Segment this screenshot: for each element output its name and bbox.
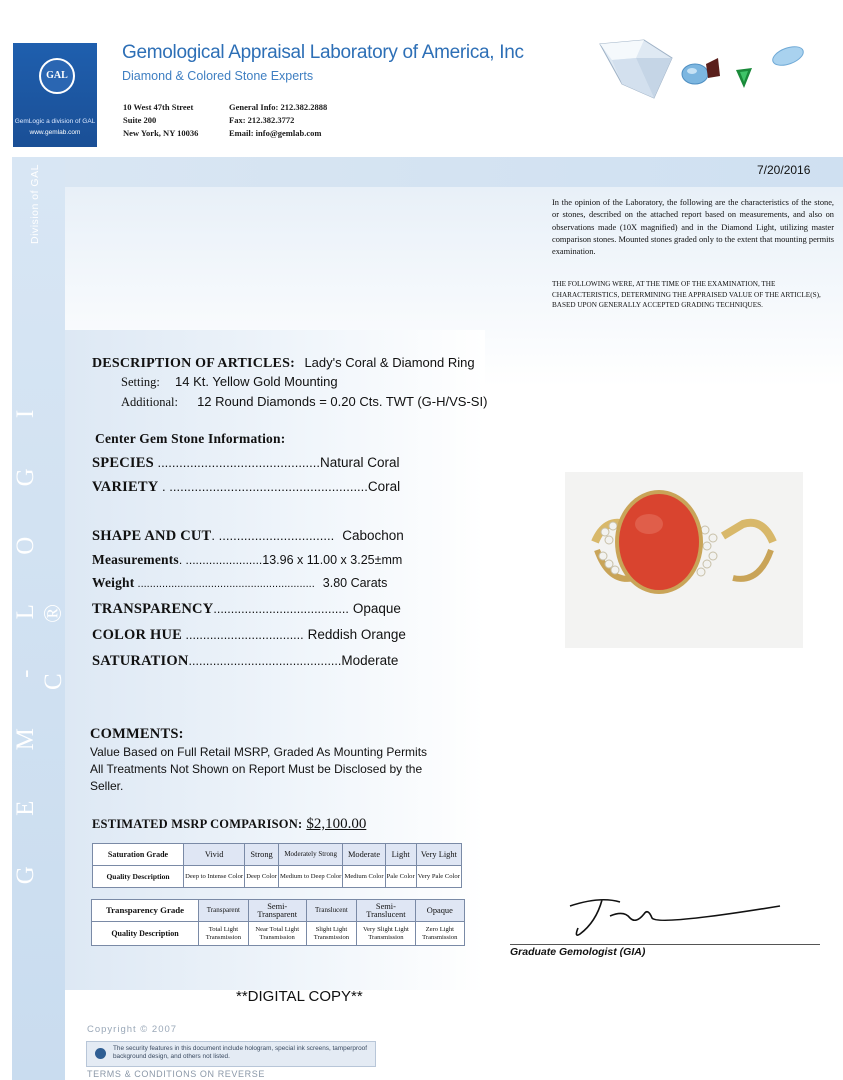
security-icon — [95, 1048, 106, 1059]
table-cell: Medium to Deep Color — [278, 866, 343, 888]
contact-line: Fax: 212.382.3772 — [229, 115, 295, 125]
transparency-label: TRANSPARENCY — [92, 601, 214, 617]
table-row — [92, 900, 465, 922]
blue-topaz-icon — [682, 64, 708, 84]
additional-value: 12 Round Diamonds = 0.20 Cts. TWT (G-H/VS-SI) — [197, 394, 488, 409]
logo-url: www.gemlab.com — [29, 129, 81, 136]
contact-line: Email: info@gemlab.com — [229, 128, 322, 138]
signature-title: Graduate Gemologist (GIA) — [510, 946, 646, 958]
species-dots: ............................................. — [153, 455, 320, 470]
table-header: Quality Description — [93, 866, 184, 888]
table-row — [92, 922, 465, 946]
top-band — [65, 157, 843, 187]
saturation-grade-table — [92, 843, 462, 888]
color-row — [92, 627, 406, 644]
msrp-value: $2,100.00 — [306, 816, 367, 832]
table-cell: Near Total Light Transmission — [248, 922, 306, 946]
measurements-row — [92, 552, 402, 568]
comments-line: All Treatments Not Shown on Report Must be Disclosed by the — [90, 762, 423, 776]
security-banner — [86, 1041, 376, 1067]
saturation-dots: ............................................ — [188, 654, 342, 668]
comments-line: Value Based on Full Retail MSRP, Graded As Mounting Permits — [90, 745, 428, 759]
table-cell: Vivid — [184, 844, 245, 866]
weight-row — [92, 575, 387, 591]
setting-label: Setting: — [121, 375, 160, 389]
contact-block — [229, 101, 327, 140]
table-cell: Very Pale Color — [416, 866, 461, 888]
aquamarine-icon — [770, 43, 806, 69]
contact-line: General Info: 212.382.2888 — [229, 102, 328, 112]
sidebar-brand: G E M - L O G I C ® — [12, 387, 67, 885]
address-line: Suite 200 — [123, 115, 157, 125]
setting-row — [121, 374, 338, 390]
measurements-value: 13.96 x 11.00 x 3.25±mm — [262, 553, 403, 567]
table-row — [93, 844, 462, 866]
weight-value: 3.80 Carats — [322, 576, 388, 590]
description-label: DESCRIPTION OF ARTICLES: — [92, 356, 295, 371]
lab-name: Gemological Appraisal Laboratory of America, Inc — [122, 42, 524, 63]
lab-subtitle: Diamond & Colored Stone Experts — [122, 69, 314, 83]
variety-dots: . ....................................................... — [158, 479, 368, 494]
ring-image — [565, 472, 803, 648]
description-value: Lady's Coral & Diamond Ring — [304, 355, 475, 370]
shape-dots: . ................................ — [211, 528, 335, 543]
address-line: 10 West 47th Street — [123, 102, 194, 112]
additional-label: Additional: — [121, 395, 178, 409]
ring-photo — [565, 472, 803, 648]
table-cell: Very Slight Light Transmission — [357, 922, 415, 946]
table-header: Saturation Grade — [93, 844, 184, 866]
transparency-row — [92, 601, 401, 618]
species-label: SPECIES — [92, 455, 154, 471]
color-label: COLOR HUE — [92, 627, 183, 643]
weight-dots: .......................................................... — [134, 578, 315, 590]
diamond-icon — [600, 40, 672, 98]
table-cell: Semi-Translucent — [357, 900, 415, 922]
table-cell: Transparent — [199, 900, 249, 922]
table-cell: Pale Color — [385, 866, 416, 888]
coral-cabochon — [615, 490, 703, 594]
table-cell: Opaque — [415, 900, 464, 922]
transparency-value: Opaque — [352, 601, 401, 616]
table-cell: Medium Color — [343, 866, 385, 888]
saturation-row — [92, 653, 398, 670]
description-row — [92, 355, 475, 372]
address-block — [123, 101, 198, 140]
table-cell: Zero Light Transmission — [415, 922, 464, 946]
comments-heading: COMMENTS: — [90, 726, 184, 742]
species-value: Natural Coral — [320, 455, 400, 470]
comments-line: Seller. — [90, 779, 124, 793]
table-header: Quality Description — [92, 922, 199, 946]
setting-value: 14 Kt. Yellow Gold Mounting — [175, 374, 338, 389]
gemstones-illustration — [592, 38, 812, 106]
shape-value: Cabochon — [342, 528, 404, 543]
color-value: Reddish Orange — [307, 627, 406, 642]
opinion-text: In the opinion of the Laboratory, the following are the characteristics of the stone, or stones, described on the attached report based on measurements, and also on observations made (10X magnified) and in the Diamond Light, utilizing master comparison stones. Mounted stones graded only to the extent that mounting permits examination. — [552, 198, 834, 257]
transparency-grade-table — [91, 899, 465, 946]
table-cell: Very Light — [416, 844, 461, 866]
address-line: New York, NY 10036 — [123, 128, 199, 138]
table-cell: Deep Color — [245, 866, 279, 888]
emerald-icon — [736, 68, 752, 88]
table-row — [93, 866, 462, 888]
table-cell: Strong — [245, 844, 279, 866]
garnet-icon — [706, 58, 720, 78]
variety-value: Coral — [367, 479, 401, 494]
table-cell: Moderately Strong — [278, 844, 343, 866]
shape-row — [92, 528, 404, 545]
variety-row — [92, 479, 400, 496]
shape-label: SHAPE AND CUT — [92, 528, 212, 544]
sidebar-division: Division of GAL — [29, 164, 41, 244]
weight-label: Weight — [92, 575, 135, 590]
transparency-dots: ....................................... — [213, 602, 349, 616]
center-gem-heading: Center Gem Stone Information: — [95, 431, 286, 446]
table-cell: Deep to Intense Color — [184, 866, 245, 888]
logo — [13, 43, 97, 147]
report-date: 7/20/2016 — [757, 163, 811, 177]
copyright: Copyright © 2007 — [87, 1024, 178, 1035]
table-header: Transparency Grade — [92, 900, 199, 922]
terms-note: TERMS & CONDITIONS ON REVERSE — [87, 1069, 265, 1079]
following-text: THE FOLLOWING WERE, AT THE TIME OF THE EXAMINATION, THE CHARACTERISTICS, DETERMINING THE APPRAISED VALUE OF THE ARTICLE(S), BASED UPON GENERALLY ACCEPTED GRADING TECHNIQUES. — [552, 280, 821, 309]
signature — [540, 892, 800, 942]
logo-seal: GAL — [39, 58, 75, 94]
digital-copy-label: **DIGITAL COPY** — [236, 988, 363, 1005]
table-cell: Light — [385, 844, 416, 866]
table-cell: Moderate — [343, 844, 385, 866]
signature-line — [510, 944, 820, 945]
additional-row — [121, 394, 487, 410]
table-cell: Total Light Transmission — [199, 922, 249, 946]
table-cell: Slight Light Transmission — [306, 922, 357, 946]
saturation-label: SATURATION — [92, 653, 189, 669]
color-dots: .................................. — [182, 628, 304, 642]
measurements-label: Measurements — [92, 552, 179, 567]
security-note: The security features in this document include hologram, special ink screens, tamperproof background design, and others not listed. — [113, 1045, 367, 1060]
measurements-dots: . ....................... — [178, 553, 263, 567]
msrp-row — [92, 815, 366, 833]
logo-tagline: GemLogic a division of GAL — [14, 118, 96, 125]
comments-text — [90, 744, 427, 795]
table-cell: Semi-Transparent — [248, 900, 306, 922]
variety-label: VARIETY — [92, 479, 159, 495]
table-cell: Translucent — [306, 900, 357, 922]
species-row — [92, 455, 400, 472]
msrp-label: ESTIMATED MSRP COMPARISON: — [92, 817, 303, 831]
saturation-value: Moderate — [341, 653, 399, 668]
